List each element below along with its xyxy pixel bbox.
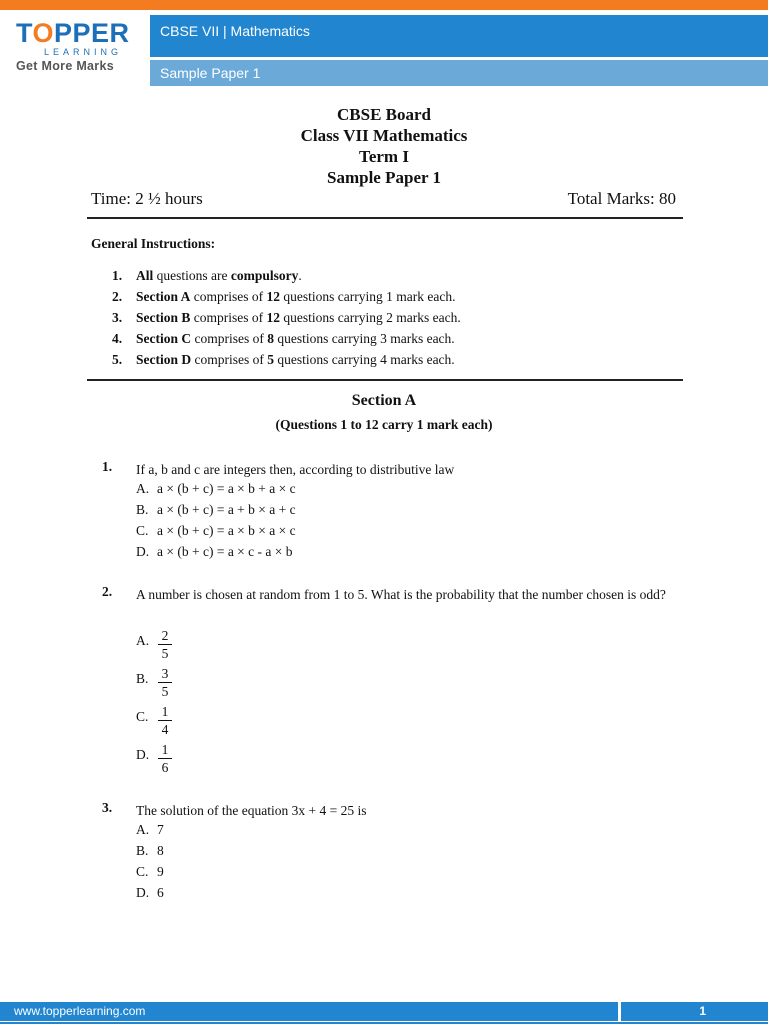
footer <box>0 1002 768 1021</box>
top-accent-bar <box>0 0 768 10</box>
option: A. a × (b + c) = a × b + a × c <box>136 481 296 496</box>
fraction: 1 4 <box>158 704 172 737</box>
option-label: A. <box>136 633 150 648</box>
logo-brand: TOPPER <box>16 18 130 48</box>
divider <box>87 379 683 381</box>
option: D. 6 <box>136 885 164 900</box>
option: A. 7 <box>136 822 164 837</box>
paper-titles <box>0 104 768 188</box>
board-title: CBSE Board <box>337 105 431 124</box>
option-label: D. <box>136 747 150 762</box>
option: D. a × (b + c) = a × c - a × b <box>136 544 293 559</box>
question-text: The solution of the equation 3x + 4 = 25 is <box>136 803 367 818</box>
option-label: B. <box>136 671 149 686</box>
footer-page-bar <box>621 1002 768 1021</box>
page-number: 1 <box>699 1004 706 1018</box>
general-instructions-heading: General Instructions: <box>91 236 216 251</box>
option: C. 9 <box>136 864 164 879</box>
total-marks: Total Marks: 80 <box>567 189 676 208</box>
paper-header <box>150 60 768 86</box>
question-number: 1. <box>102 459 113 474</box>
subject-label: CBSE VII | Mathematics <box>160 23 310 39</box>
option-label: C. <box>136 709 149 724</box>
topper-learning-logo[interactable] <box>16 20 128 76</box>
fraction: 3 5 <box>158 666 172 699</box>
divider <box>87 217 683 219</box>
section-title: Section A <box>351 392 417 409</box>
question-number: 3. <box>102 800 113 815</box>
question-number: 2. <box>102 584 113 599</box>
option: B. 8 <box>136 843 164 858</box>
question-text: A number is chosen at random from 1 to 5. What is the probability that the number chosen is odd? <box>136 587 666 602</box>
section-subtitle: (Questions 1 to 12 carry 1 mark each) <box>275 417 493 432</box>
question-text: If a, b and c are integers then, according to distributive law <box>136 462 455 477</box>
option: C. a × (b + c) = a × b × a × c <box>136 523 296 538</box>
subject-header <box>150 15 768 57</box>
paper-title: Sample Paper 1 <box>327 168 441 187</box>
footer-url-bar <box>0 1002 618 1021</box>
paper-label: Sample Paper 1 <box>160 65 261 81</box>
time-allowed: Time: 2 ½ hours <box>91 189 203 208</box>
term-title: Term I <box>359 147 409 166</box>
fraction: 2 5 <box>158 628 172 661</box>
option: B. a × (b + c) = a + b × a + c <box>136 502 296 517</box>
logo-subtitle: LEARNING <box>43 47 122 57</box>
logo-tagline: Get More Marks <box>16 59 114 73</box>
time-marks-row <box>91 189 676 209</box>
fraction: 1 6 <box>158 742 172 775</box>
class-title: Class VII Mathematics <box>300 126 468 145</box>
footer-url-link[interactable]: www.topperlearning.com <box>14 1004 146 1018</box>
